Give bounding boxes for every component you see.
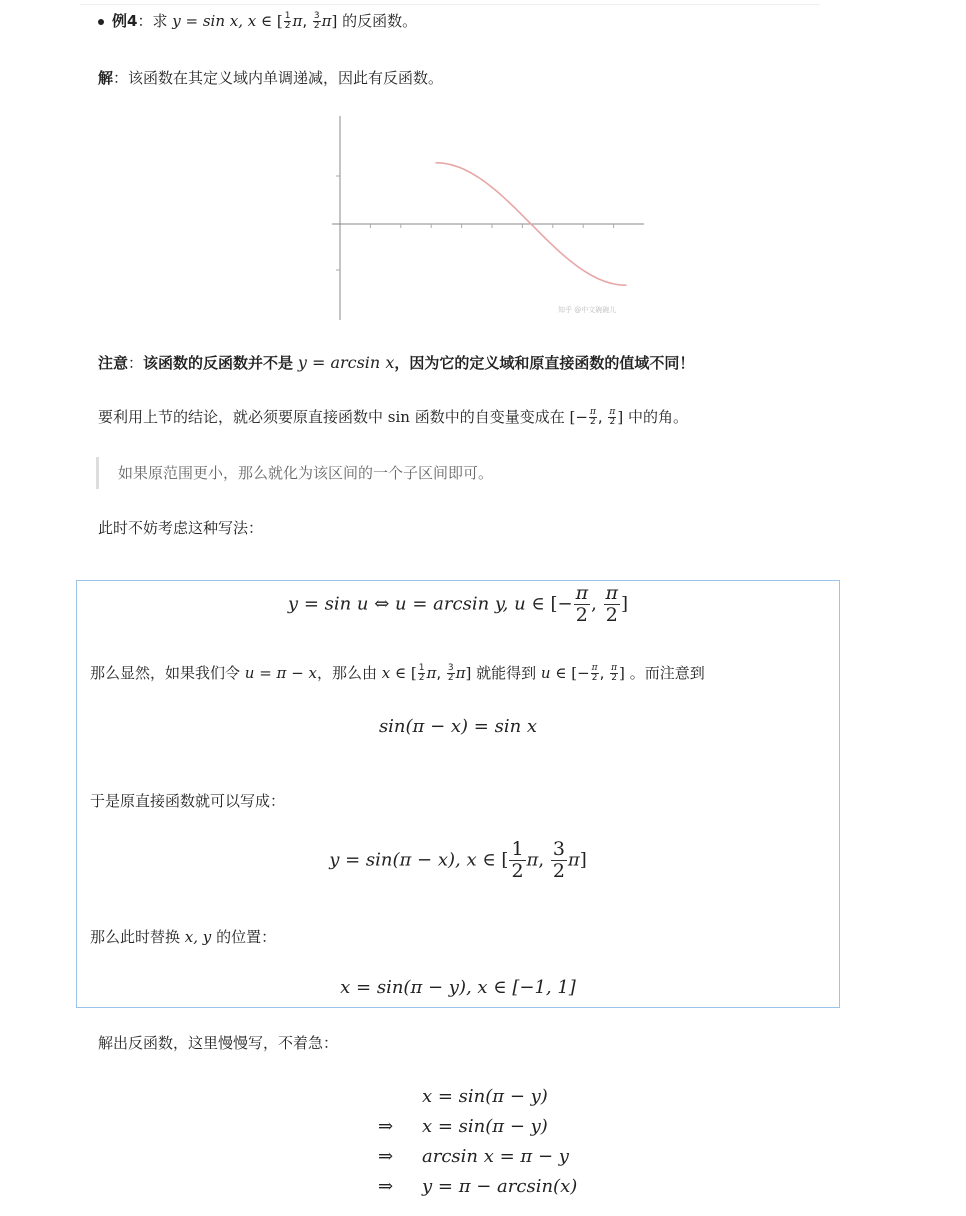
box-line2-b: ，那么由: [316, 664, 377, 682]
frac-three-halves: $\frac{3}{2}$: [313, 11, 320, 31]
quote-bar: [96, 457, 99, 489]
p2-sin: sin: [387, 408, 410, 426]
note-label: 注意: [98, 354, 129, 372]
box-line4-b: 的位置：: [216, 928, 277, 946]
example-title: 例4: [112, 12, 138, 30]
p2-text1: 要利用上节的结论，就必须要原直接函数中: [98, 408, 384, 426]
example-prompt: 求: [152, 12, 168, 30]
box-eq3-text: y = sin(π − x), x ∈: [329, 849, 502, 871]
solution-line: 解：该函数在其定义域内单调递减，因此有反函数。: [98, 69, 444, 87]
box-line4: [90, 926, 276, 948]
note-text2: ，因为它的定义域和原直接函数的值域不同！: [394, 354, 695, 372]
box-eq2: sin(π − x) = sin x: [378, 716, 538, 737]
derivation-row: ⇒ y = π − arcsin(x): [378, 1176, 578, 1197]
chart-watermark: 知乎 @中文碗碗儿: [558, 306, 617, 314]
example-heading: 例4：求 y = sin x, x ∈ [ $\frac{1}{2}$ π, $\frac{3}{2}$ π] 的反函数。: [98, 10, 417, 32]
derivation-row: ⇒ x = sin(π − y): [378, 1116, 548, 1137]
top-divider: [80, 4, 820, 5]
solution-label: 解: [98, 69, 114, 87]
box-line3: 于是原直接函数就可以写成：: [90, 792, 286, 810]
paragraph-4: 解出反函数，这里慢慢写，不着急：: [98, 1034, 339, 1052]
p2-text2: 函数中的自变量变成在: [414, 408, 565, 426]
p2-text3: 中的角。: [627, 408, 688, 426]
box-eq1: y = sin u ⇔ u = arcsin y, u ∈ [− $\frac{\pi}{2}$ , $\frac{\pi}{2}$ ]: [287, 582, 629, 626]
sine-chart: [328, 112, 648, 324]
box-line4-a: 那么此时替换: [90, 928, 181, 946]
box-eq4: x = sin(π − y), x ∈ [−1, 1]: [340, 977, 576, 998]
y-axis: [336, 116, 340, 320]
paragraph-2: 要利用上节的结论，就必须要原直接函数中 sin 函数中的自变量变成在 [− $\frac{\pi}{2}$ , $\frac{\pi}{2}$ ] 中的角。: [98, 407, 688, 427]
box-line2-eq: u = π − x: [244, 664, 317, 682]
derivation-row: ⇒ arcsin x = π − y: [378, 1146, 569, 1167]
derivation-block: [378, 1082, 577, 1202]
derivation-row: x = sin(π − y): [422, 1086, 548, 1107]
solution-text: 该函数在其定义域内单调递减，因此有反函数。: [128, 69, 444, 87]
example-suffix: 的反函数。: [342, 12, 418, 30]
example-func: y = sin x, x ∈: [172, 12, 277, 30]
box-line2-a: 那么显然，如果我们令: [90, 664, 241, 682]
note-line: 注意：该函数的反函数并不是 y = arcsin x，因为它的定义域和原直接函数的值域不同！: [98, 353, 695, 372]
bullet-icon: [98, 19, 104, 25]
box-line2: 那么显然，如果我们令 u = π − x，那么由 x ∈ [ $\frac{1}{2}$ π, $\frac{3}{2}$ π] 就能得到 u ∈ [− $\frac{\pi}{2}$ , $\frac{\pi}{2}$ ] 。而注意到: [90, 663, 705, 683]
frac-half: $\frac{1}{2}$: [284, 11, 291, 31]
box-line2-c: 就能得到: [476, 664, 537, 682]
x-ticks: [370, 224, 613, 228]
paragraph-3: 此时不妨考虑这种写法：: [98, 519, 264, 537]
quote-text: 如果原范围更小，那么就化为该区间的一个子区间即可。: [118, 464, 494, 482]
note-eq: y = arcsin x: [297, 353, 395, 372]
box-line2-d: 。而注意到: [629, 664, 705, 682]
note-text1: 该函数的反函数并不是: [143, 354, 294, 372]
box-eq3: y = sin(π − x), x ∈ [ $\frac{1}{2}$ π, $\frac{3}{2}$ π]: [329, 838, 587, 882]
box-line4-eq: x, y: [184, 928, 212, 946]
box-eq1-text: y = sin u ⇔ u = arcsin y, u ∈: [287, 593, 551, 615]
